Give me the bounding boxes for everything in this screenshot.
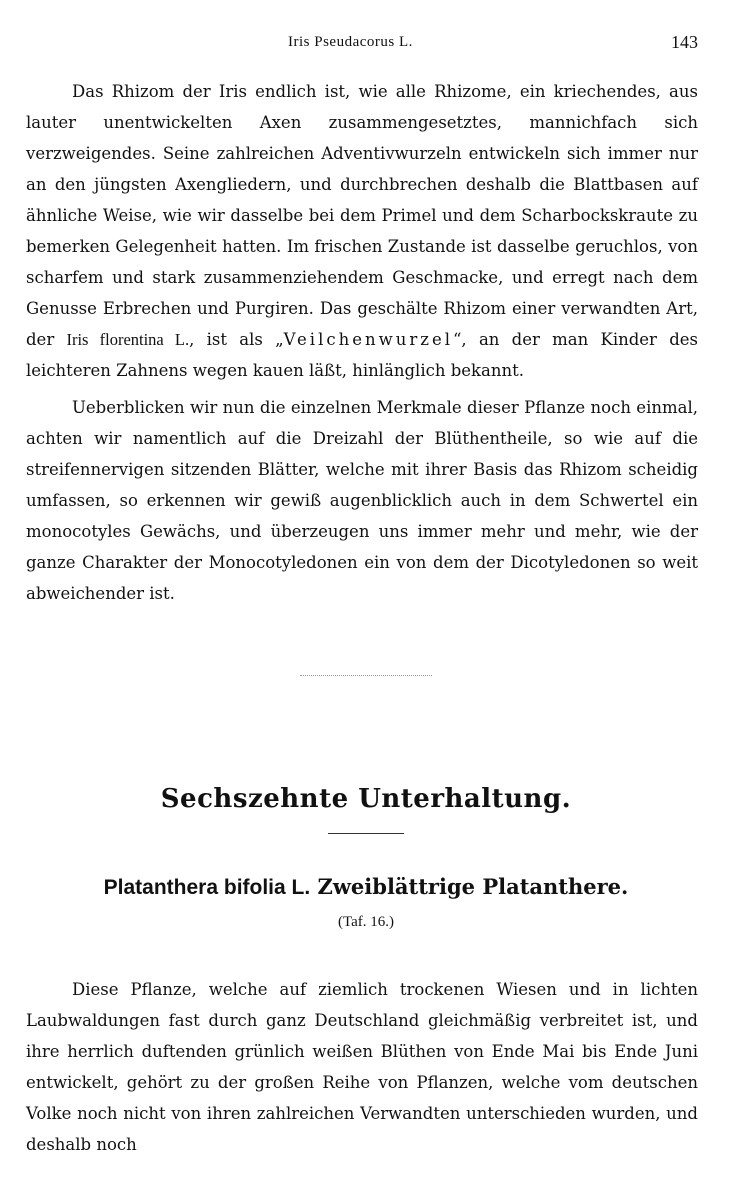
iris-summary-paragraph	[26, 392, 698, 609]
paragraph-text: “, an der man Kinder des leichteren Zahnens wegen kauen läßt, hinlänglich bekannt.	[26, 330, 698, 380]
latin-species-name: Iris florentina L.	[66, 330, 190, 349]
paragraph-platanthera: Diese Pflanze, welche auf ziemlich trockenen Wiesen und in lichten Laubwaldungen fast durch ganz Deutschland gleichmäßig verbreitet ist, und ihre herrlich duftenden grünlich weißen Blüthen von Ende Mai bis Ende Juni entwickelt, gehört zu der großen Reihe von Pflanzen, welche vom deutschen Volke noch nicht von ihren zahlreichen Verwandten unterschieden wurden, und deshalb noch	[26, 980, 698, 1154]
chapter-heading: Sechszehnte Unterhaltung.	[160, 784, 572, 814]
species-heading	[0, 874, 732, 900]
page-number: 143	[671, 32, 698, 52]
iris-rhizome-paragraph	[26, 76, 698, 386]
paragraph-summary: Ueberblicken wir nun die einzelnen Merkmale dieser Pflanze noch einmal, achten wir namentlich auf die Dreizahl der Blüthentheile, so wie auf die streifennervigen sitzenden Blätter, welche mit ihrer Basis das Rhizom scheidig umfassen, so erkennen wir gewiß augenblicklich auch in dem Schwertel ein monocotyles Gewächs, und überzeugen uns immer mehr und mehr, wie der ganze Charakter der Monocotyledonen ein von dem der Dicotyledonen so weit abweichender ist.	[26, 398, 698, 603]
section-divider	[300, 675, 432, 676]
running-title: Iris Pseudacorus L.	[288, 34, 413, 50]
spaced-term: Veilchenwurzel	[283, 330, 453, 349]
paragraph-text: , ist als „	[189, 330, 284, 349]
platanthera-paragraph	[26, 974, 698, 1160]
species-german-name: Zweiblättrige Platanthere.	[310, 874, 629, 899]
chapter-heading-rule	[328, 833, 404, 834]
paragraph-rhizome	[26, 76, 698, 386]
paragraph-text: Das Rhizom der Iris endlich ist, wie alle Rhizome, ein kriechendes, aus lauter unentwickelten Axen zusammengesetztes, mannichfach sich verzweigendes. Seine zahlreichen Adventivwurzeln entwickeln sich immer nur an den jüngsten Axengliedern, und durchbrechen deshalb die Blattbasen auf ähnliche Weise, wie wir dasselbe bei dem Primel und dem Scharbockskraute zu bemerken Gelegenheit hatten. Im frischen Zustande ist dasselbe geruchlos, von scharfem und stark zusammenziehendem Geschmacke, und erregt nach dem Genusse Erbrechen und Purgiren. Das geschälte Rhizom einer verwandten Art, der	[26, 82, 698, 349]
species-latin-name: Platanthera bifolia L.	[103, 876, 311, 899]
running-header	[0, 34, 732, 58]
plate-reference: (Taf. 16.)	[337, 914, 394, 930]
